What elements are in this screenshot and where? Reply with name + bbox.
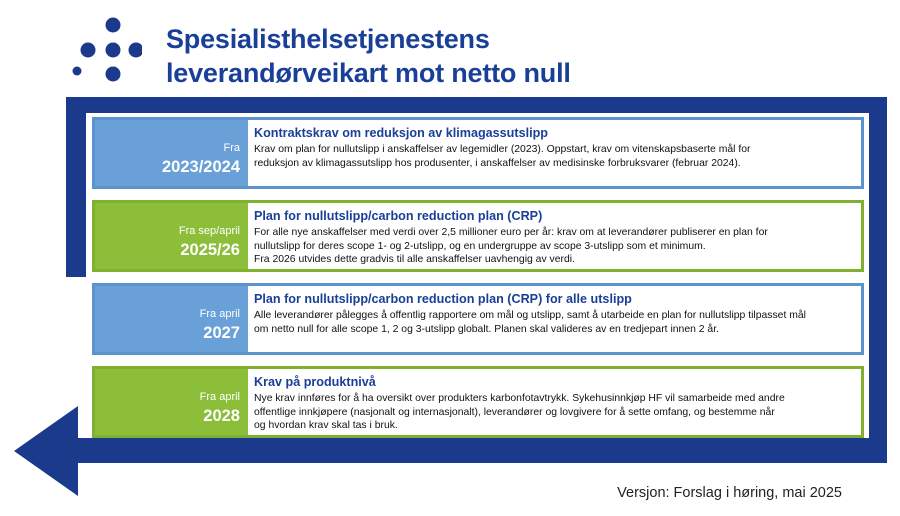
milestone-heading: Krav på produktnivå bbox=[254, 375, 376, 389]
milestone-text bbox=[254, 143, 855, 170]
milestone-text bbox=[254, 226, 855, 267]
milestone-from: Fra april bbox=[199, 391, 240, 403]
milestone-from: Fra april bbox=[199, 308, 240, 320]
milestone-line: For alle nye anskaffelser med verdi over 2,5 millioner euro per år: krav om at leverandører publiserer en plan for bbox=[254, 227, 768, 238]
milestone-heading: Plan for nullutslipp/carbon reduction plan (CRP) bbox=[254, 209, 543, 223]
milestone-year: 2028 bbox=[203, 407, 240, 425]
milestone-line: Nye krav innføres for å ha oversikt over produkters karbonfotavtrykk. Sykehusinnkjøp HF vil samarbeide med andre bbox=[254, 393, 785, 404]
milestone-year: 2023/2024 bbox=[162, 158, 240, 176]
milestone-line: Alle leverandører pålegges å offentlig rapportere om mål og utslipp, samt å utarbeide en plan for nullutslipp tilpasset mål bbox=[254, 310, 806, 321]
milestone-heading: Plan for nullutslipp/carbon reduction plan (CRP) for alle utslipp bbox=[254, 292, 632, 306]
milestone-year: 2025/26 bbox=[180, 241, 240, 259]
milestone-row-1 bbox=[92, 117, 864, 189]
milestone-content bbox=[248, 286, 861, 352]
milestone-line: og hvordan krav skal tas i bruk. bbox=[254, 420, 398, 432]
version-label: Versjon: Forslag i høring, mai 2025 bbox=[617, 485, 842, 501]
milestone-text bbox=[254, 392, 855, 433]
milestone-line: Fra 2026 utvides dette gradvis til alle anskaffelser uavhengig av verdi. bbox=[254, 254, 575, 266]
title-line-1: Spesialisthelsetjenestens bbox=[166, 24, 490, 54]
milestone-date bbox=[95, 203, 248, 269]
title-line-2: leverandørveikart mot netto null bbox=[166, 58, 571, 88]
milestone-row-3 bbox=[92, 283, 864, 355]
milestone-content bbox=[248, 120, 861, 186]
milestone-row-4 bbox=[92, 366, 864, 438]
milestone-date bbox=[95, 120, 248, 186]
milestone-from: Fra bbox=[223, 142, 240, 154]
milestone-year: 2027 bbox=[203, 324, 240, 342]
arrow-head-icon bbox=[14, 406, 78, 496]
milestone-heading: Kontraktskrav om reduksjon av klimagassutslipp bbox=[254, 126, 548, 140]
milestone-content bbox=[248, 203, 861, 269]
milestone-line: om netto null for alle scope 1, 2 og 3-utslipp globalt. Planen skal valideres av en tredjepart innen 2 år. bbox=[254, 323, 719, 335]
milestone-line: nullutslipp for deres scope 1- og 2-utslipp, og en undergruppe av scope 3-utslipp som et minimum. bbox=[254, 240, 706, 252]
milestone-date bbox=[95, 369, 248, 435]
milestone-line: offentlige innkjøpere (nasjonalt og internasjonalt), leverandører og lovgivere for å sette omfang, og bestemme når bbox=[254, 406, 775, 418]
milestone-row-2 bbox=[92, 200, 864, 272]
milestone-line: reduksjon av klimagassutslipp hos produsenter, i anskaffelser av medisinske forbruksvarer (februar 2024). bbox=[254, 157, 741, 169]
milestone-date bbox=[95, 286, 248, 352]
milestone-content bbox=[248, 369, 861, 435]
milestone-line: Krav om plan for nullutslipp i anskaffelser av legemidler (2023). Oppstart, krav om vitenskapsbaserte mål for bbox=[254, 144, 751, 155]
milestone-from: Fra sep/april bbox=[178, 225, 240, 237]
milestone-text bbox=[254, 309, 855, 336]
